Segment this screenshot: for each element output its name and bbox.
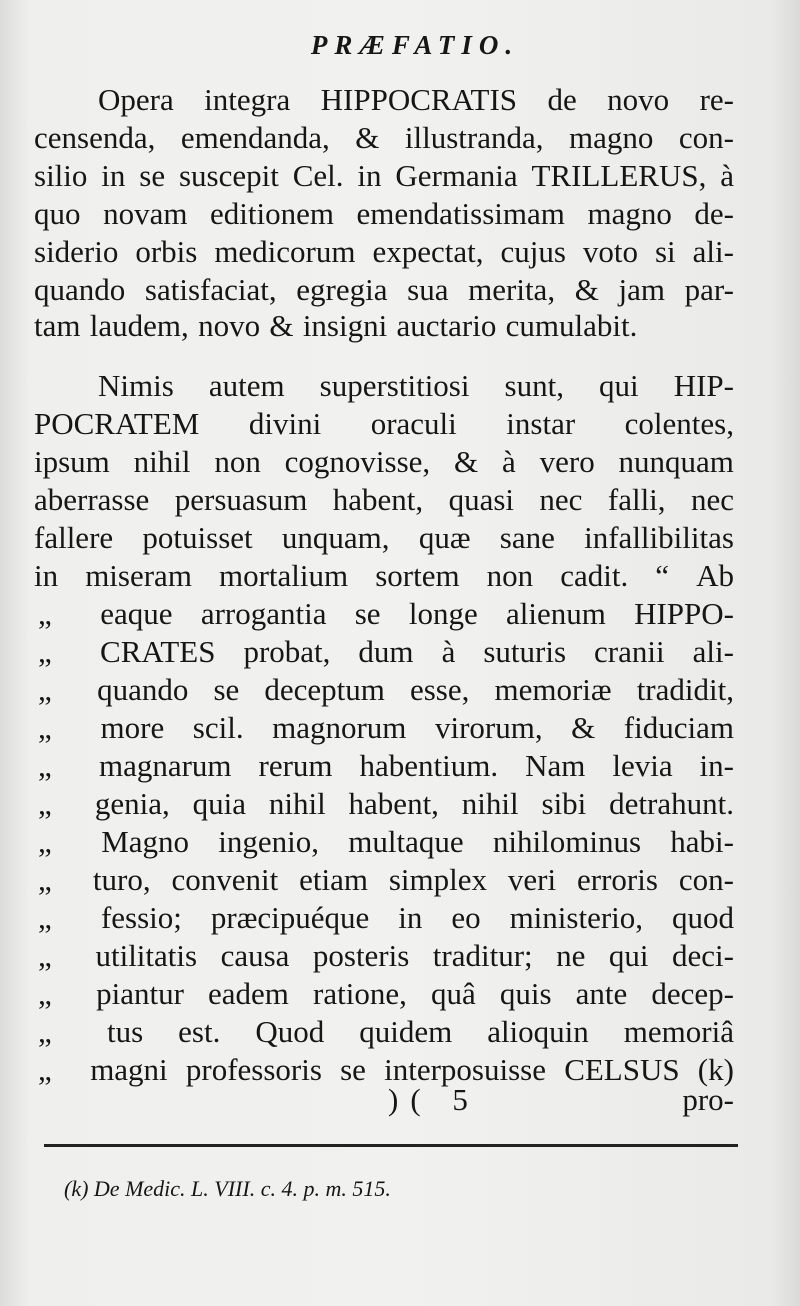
text-line <box>34 306 734 346</box>
word: convenit <box>171 862 279 897</box>
word: eadem <box>208 976 289 1011</box>
word: nihil <box>461 786 519 821</box>
word: posteris <box>312 938 410 973</box>
word: rerum <box>258 748 333 783</box>
text-line <box>34 194 734 234</box>
word: emendanda, <box>180 120 330 155</box>
text-line <box>34 404 734 444</box>
word: quâ <box>430 976 476 1011</box>
word: quo <box>34 196 81 231</box>
word: cujus <box>500 234 566 269</box>
word: in <box>101 158 126 193</box>
word: Opera <box>98 82 174 117</box>
word: probat, <box>243 634 331 669</box>
word: quis <box>499 976 552 1011</box>
word: sortem <box>375 558 460 593</box>
text-line <box>34 232 734 272</box>
quote-mark: „ <box>38 938 52 973</box>
word: aberrasse <box>34 482 150 517</box>
word: Nam <box>525 748 586 783</box>
quote-mark: „ <box>38 710 52 745</box>
word: tus <box>106 1014 144 1049</box>
word: quidem <box>359 1014 453 1049</box>
word: ipsum <box>34 444 110 479</box>
word: cognovisse, <box>284 444 431 479</box>
word: præcipuéque <box>210 900 370 935</box>
word: in <box>398 900 423 935</box>
text-line <box>34 270 734 310</box>
word: & <box>355 120 380 155</box>
word: egregia <box>296 272 388 307</box>
word: novam <box>103 196 188 231</box>
word: magnorum <box>272 710 407 745</box>
word: cranii <box>594 634 665 669</box>
quote-mark: „ <box>38 824 52 859</box>
word: longe <box>408 596 478 631</box>
text-line <box>34 156 734 196</box>
text-line <box>38 1050 734 1090</box>
word: utilitatis <box>95 938 198 973</box>
text-line <box>38 936 734 976</box>
word: erroris <box>577 862 658 897</box>
quote-mark: „ <box>38 748 52 783</box>
word: genia, <box>94 786 170 821</box>
word: piantur <box>96 976 184 1011</box>
word: qui <box>599 368 639 403</box>
text-line <box>38 708 734 748</box>
word: magno <box>587 196 672 231</box>
word: arrogantia <box>200 596 327 631</box>
word: emendatissimam <box>356 196 565 231</box>
word: quod <box>672 900 734 935</box>
text-line <box>38 822 734 862</box>
word: Ab <box>696 558 734 593</box>
word: à <box>441 634 456 669</box>
word: suscepit <box>178 158 279 193</box>
word: fallere <box>34 520 114 555</box>
running-head: PRÆFATIO. <box>310 30 520 60</box>
word: se <box>139 158 166 193</box>
word: suturis <box>483 634 567 669</box>
word: deceptum <box>264 672 385 707</box>
word: miseram <box>85 558 192 593</box>
word: interposuisse <box>384 1052 546 1087</box>
word: illustranda, <box>404 120 544 155</box>
word: ali- <box>692 234 734 269</box>
text-line <box>98 366 734 406</box>
word: ministerio, <box>509 900 644 935</box>
word: etiam <box>299 862 368 897</box>
word: quia <box>192 786 246 821</box>
quote-mark: „ <box>38 634 52 669</box>
signature-mark: )( 5 <box>388 1082 480 1117</box>
word: est. <box>178 1014 221 1049</box>
word: fiduciam <box>623 710 734 745</box>
word: autem <box>208 368 285 403</box>
word: decep- <box>651 976 734 1011</box>
word: more <box>100 710 165 745</box>
quote-mark: „ <box>38 1052 52 1087</box>
word: detrahunt. <box>609 786 734 821</box>
word: jam <box>618 272 666 307</box>
quote-mark: „ <box>38 1014 52 1049</box>
text-line <box>34 518 734 558</box>
word: mortalium <box>219 558 349 593</box>
word: unquam, <box>281 520 390 555</box>
word: nunquam <box>618 444 734 479</box>
word: auctario <box>396 308 497 343</box>
text-line <box>38 670 734 710</box>
word: alioquin <box>487 1014 589 1049</box>
word: Nimis <box>98 368 174 403</box>
word: quando <box>34 272 126 307</box>
catchword: pro- <box>682 1082 734 1117</box>
word: non <box>486 558 534 593</box>
word: nihil <box>133 444 191 479</box>
word: & <box>574 272 599 307</box>
word: habentium. <box>359 748 499 783</box>
word: veri <box>507 862 557 897</box>
word: habent, <box>332 482 424 517</box>
word: ratione, <box>313 976 407 1011</box>
text-line <box>34 480 734 520</box>
word: nihil <box>268 786 326 821</box>
word: de <box>547 82 577 117</box>
word: par- <box>684 272 734 307</box>
word: levia <box>612 748 673 783</box>
word: novo <box>607 82 670 117</box>
word: habent, <box>348 786 439 821</box>
word: POCRATEM <box>34 406 200 441</box>
quote-mark: „ <box>38 976 52 1011</box>
word: sane <box>499 520 555 555</box>
word: traditur; <box>432 938 533 973</box>
text-line <box>34 118 734 158</box>
word: tam <box>34 308 81 343</box>
word: & <box>571 710 596 745</box>
word: expectat, <box>372 234 484 269</box>
text-line <box>38 1012 734 1052</box>
word: ali- <box>692 634 734 669</box>
word: Cel. <box>292 158 344 193</box>
word: ne <box>556 938 586 973</box>
word: si <box>654 234 676 269</box>
word: fessio; <box>100 900 182 935</box>
word: “ <box>655 558 670 593</box>
word: tradidit, <box>636 672 734 707</box>
word: virorum, <box>434 710 543 745</box>
word: Magno <box>101 824 190 859</box>
word: potuisset <box>142 520 253 555</box>
word: scil. <box>192 710 244 745</box>
word: se <box>354 596 381 631</box>
word: se <box>213 672 240 707</box>
quote-mark: „ <box>38 900 52 935</box>
text-line <box>38 898 734 938</box>
word: cumulabit. <box>505 308 638 343</box>
word: à <box>502 444 516 479</box>
word: alienum <box>505 596 606 631</box>
word: novo <box>198 308 261 343</box>
word: Quod <box>255 1014 325 1049</box>
word: memoriæ <box>494 672 612 707</box>
word: Germania <box>395 158 518 193</box>
text-line <box>34 556 734 596</box>
word: causa <box>220 938 290 973</box>
word: vero <box>539 444 595 479</box>
word: medicorum <box>214 234 356 269</box>
word: nihilominus <box>492 824 642 859</box>
footnote: (k) De Medic. L. VIII. c. 4. p. m. 515. <box>64 1176 391 1201</box>
word: cadit. <box>560 558 629 593</box>
word: memoriâ <box>623 1014 734 1049</box>
word: con- <box>678 862 734 897</box>
word: siderio <box>34 234 119 269</box>
quote-mark: „ <box>38 862 52 897</box>
word: HIPPOCRATIS <box>320 82 518 117</box>
word: con- <box>678 120 734 155</box>
word: eaque <box>100 596 173 631</box>
word: se <box>340 1052 366 1087</box>
text-line <box>38 594 734 634</box>
word: à <box>720 158 734 193</box>
word: non <box>214 444 261 479</box>
word: falli, <box>607 482 666 517</box>
word: merita, <box>468 272 556 307</box>
word: in- <box>699 748 734 783</box>
word: deci- <box>671 938 734 973</box>
text-line <box>38 784 734 824</box>
footnote-rule <box>44 1144 738 1147</box>
word: satisfaciat, <box>144 272 277 307</box>
quote-mark: „ <box>38 786 52 821</box>
word: TRILLERUS, <box>531 158 707 193</box>
word: & <box>454 444 479 479</box>
word: oraculi <box>370 406 457 441</box>
word: silio <box>34 158 88 193</box>
word: re- <box>699 82 734 117</box>
word: quæ <box>418 520 471 555</box>
text-line <box>38 860 734 900</box>
word: qui <box>608 938 649 973</box>
word: turo, <box>92 862 151 897</box>
word: dum <box>358 634 414 669</box>
word: eo <box>451 900 481 935</box>
word: integra <box>204 82 291 117</box>
word: esse, <box>409 672 470 707</box>
word: professoris <box>185 1052 322 1087</box>
word: editionem <box>210 196 334 231</box>
word: ingenio, <box>218 824 320 859</box>
word: in <box>357 158 382 193</box>
text-line <box>98 80 734 120</box>
word: colentes, <box>624 406 734 441</box>
word: orbis <box>135 234 198 269</box>
word: sunt, <box>504 368 564 403</box>
word: ante <box>575 976 628 1011</box>
word: superstitiosi <box>319 368 470 403</box>
word: nec <box>690 482 734 517</box>
quote-mark: „ <box>38 672 52 707</box>
text-line <box>34 442 734 482</box>
word: voto <box>582 234 638 269</box>
text-line <box>38 974 734 1014</box>
text-line <box>38 746 734 786</box>
word: multaque <box>348 824 464 859</box>
word: quando <box>97 672 189 707</box>
word: infallibilitas <box>584 520 734 555</box>
word: nec <box>539 482 583 517</box>
word: & <box>269 308 294 343</box>
word: divini <box>248 406 322 441</box>
word: simplex <box>388 862 488 897</box>
word: insigni <box>302 308 388 343</box>
word: sua <box>407 272 449 307</box>
word: magnarum <box>98 748 232 783</box>
word: instar <box>506 406 576 441</box>
word: censenda, <box>34 120 156 155</box>
word: CELSUS <box>564 1052 680 1087</box>
word: HIP- <box>673 368 734 403</box>
word: persuasum <box>174 482 308 517</box>
word: (k) <box>697 1052 734 1087</box>
word: in <box>34 558 59 593</box>
word: de- <box>694 196 734 231</box>
word: habi- <box>670 824 734 859</box>
word: sibi <box>541 786 587 821</box>
text-line <box>38 632 734 672</box>
word: laudem, <box>89 308 189 343</box>
word: magni <box>90 1052 168 1087</box>
word: quasi <box>448 482 514 517</box>
word: magno <box>569 120 654 155</box>
quote-mark: „ <box>38 596 52 631</box>
word: CRATES <box>100 634 216 669</box>
word: HIPPO- <box>634 596 734 631</box>
